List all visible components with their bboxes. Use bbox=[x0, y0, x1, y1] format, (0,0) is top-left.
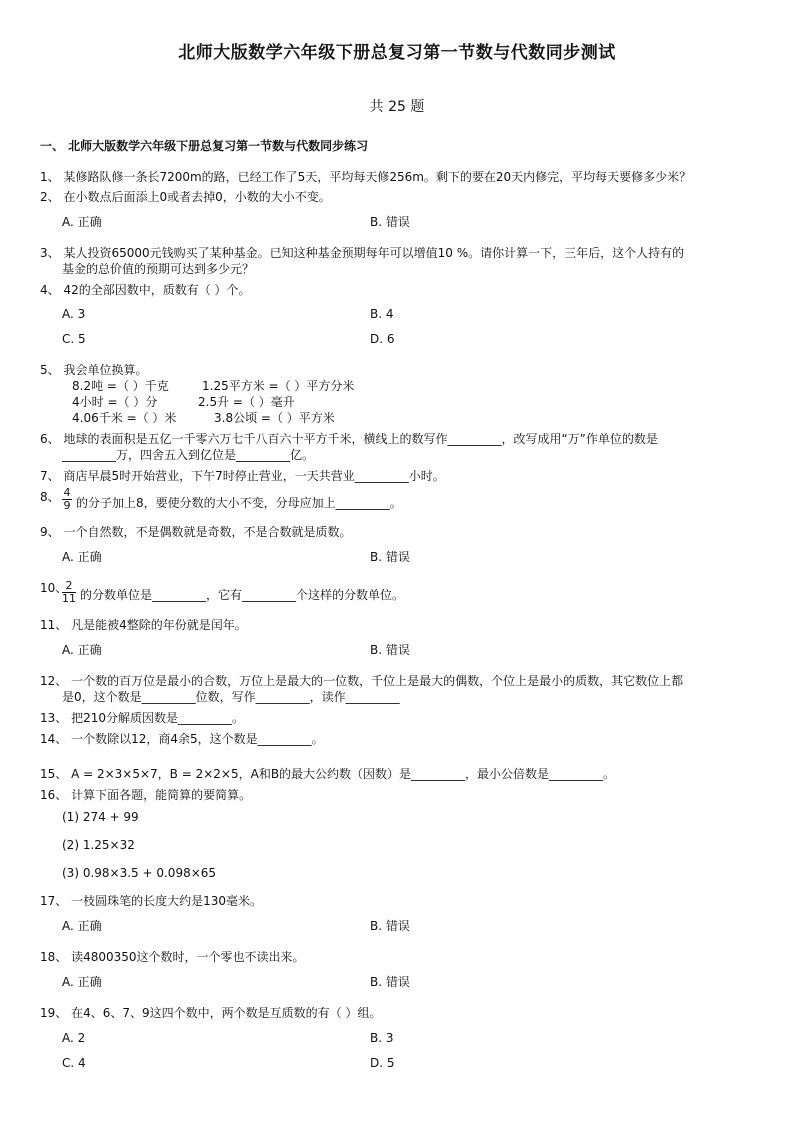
q8-fraction bbox=[62, 487, 72, 512]
q19-option-c[interactable]: C. 4 bbox=[62, 1056, 86, 1070]
question-count: 共 25 题 bbox=[369, 99, 425, 115]
question-13: 13、 把210分解质因数是_________。 bbox=[40, 711, 244, 725]
question-10-number: 10、 bbox=[40, 581, 68, 595]
question-14: 14、 一个数除以12，商4余5，这个数是_________。 bbox=[40, 732, 324, 746]
q5-item: 4小时 =（ ）分 bbox=[72, 395, 158, 409]
q19-option-b[interactable]: B. 3 bbox=[370, 1031, 394, 1045]
q5-item: 8.2吨 =（ ）千克 bbox=[72, 379, 169, 393]
q8-denominator: 9 bbox=[63, 499, 71, 512]
question-12-line-2: 是0，这个数是_________位数，写作_________，读作_________ bbox=[62, 690, 400, 704]
page-title: 北师大版数学六年级下册总复习第一节数与代数同步测试 bbox=[178, 43, 616, 63]
question-7: 7、 商店早晨5时开始营业，下午7时停止营业，一天共营业_________小时。 bbox=[40, 469, 445, 483]
q4-option-a[interactable]: A. 3 bbox=[62, 307, 86, 321]
q8-numerator: 4 bbox=[63, 486, 71, 499]
q16-sub-1: (1) 274 + 99 bbox=[62, 810, 139, 824]
q10-numerator: 2 bbox=[65, 579, 73, 592]
q17-option-b[interactable]: B. 错误 bbox=[370, 919, 410, 933]
q18-option-a[interactable]: A. 正确 bbox=[62, 975, 102, 989]
q2-option-b[interactable]: B. 错误 bbox=[370, 215, 410, 229]
q2-option-a[interactable]: A. 正确 bbox=[62, 215, 102, 229]
q5-item: 2.5升 =（ ）毫升 bbox=[198, 395, 295, 409]
q19-option-a[interactable]: A. 2 bbox=[62, 1031, 86, 1045]
question-6-line-2: _________万，四舍五入到亿位是_________亿。 bbox=[62, 448, 315, 462]
question-12-line-1: 12、 一个数的百万位是最小的合数，万位上是最大的一位数，千位上是最大的偶数，个位上是最小的质数，其它数位上都 bbox=[40, 674, 684, 688]
section-heading: 一、 北师大版数学六年级下册总复习第一节数与代数同步练习 bbox=[40, 139, 369, 153]
question-9: 9、 一个自然数，不是偶数就是奇数，不是合数就是质数。 bbox=[40, 525, 352, 539]
q4-option-b[interactable]: B. 4 bbox=[370, 307, 394, 321]
q11-option-b[interactable]: B. 错误 bbox=[370, 643, 410, 657]
q10-fraction bbox=[62, 580, 76, 605]
question-3-line-2: 基金的总价值的预期可达到多少元？ bbox=[62, 262, 255, 276]
q5-item: 3.8公顷 =（ ）平方米 bbox=[214, 411, 335, 425]
q4-option-c[interactable]: C. 5 bbox=[62, 332, 86, 346]
question-2: 2、 在小数点后面添上0或者去掉0，小数的大小不变。 bbox=[40, 190, 331, 204]
question-19: 19、 在4、6、7、9这四个数中，两个数是互质数的有（ ）组。 bbox=[40, 1006, 382, 1020]
question-6-line-1: 6、 地球的表面积是五亿一千零六万七千八百六十平方千米，横线上的数写作_________，改写成用“万”作单位的数是 bbox=[40, 432, 658, 446]
q18-option-b[interactable]: B. 错误 bbox=[370, 975, 410, 989]
question-11: 11、 凡是能被4整除的年份就是闰年。 bbox=[40, 618, 247, 632]
q16-sub-3: (3) 0.98×3.5 + 0.098×65 bbox=[62, 866, 217, 880]
question-4: 4、 42的全部因数中，质数有（ ）个。 bbox=[40, 283, 251, 297]
question-3-line-1: 3、 某人投资65000元钱购买了某种基金。已知这种基金预期每年可以增值10 %。请你计算一下，三年后，这个人持有的 bbox=[40, 246, 685, 260]
question-16: 16、 计算下面各题，能简算的要简算。 bbox=[40, 788, 252, 802]
question-1: 1、 某修路队修一条长7200m的路，已经工作了5天，平均每天修256m。剩下的要在20天内修完，平均每天要修多少米？ bbox=[40, 170, 692, 184]
q5-item: 4.06千米 =（ ）米 bbox=[72, 411, 177, 425]
question-15: 15、 A = 2×3×5×7，B = 2×2×5，A和B的最大公约数（因数）是_________，最小公倍数是_________。 bbox=[40, 767, 616, 781]
question-5: 5、 我会单位换算。 bbox=[40, 363, 148, 377]
question-17: 17、 一枝圆珠笔的长度大约是130毫米。 bbox=[40, 894, 262, 908]
question-10-text: 的分数单位是_________，它有_________个这样的分数单位。 bbox=[80, 588, 405, 602]
q19-option-d[interactable]: D. 5 bbox=[370, 1056, 395, 1070]
q5-item: 1.25平方米 =（ ）平方分米 bbox=[202, 379, 355, 393]
q10-denominator: 11 bbox=[62, 592, 76, 605]
q16-sub-2: (2) 1.25×32 bbox=[62, 838, 135, 852]
q9-option-a[interactable]: A. 正确 bbox=[62, 550, 102, 564]
question-8-number: 8、 bbox=[40, 490, 60, 504]
q9-option-b[interactable]: B. 错误 bbox=[370, 550, 410, 564]
q17-option-a[interactable]: A. 正确 bbox=[62, 919, 102, 933]
q4-option-d[interactable]: D. 6 bbox=[370, 332, 395, 346]
question-8-text: 的分子加上8，要使分数的大小不变，分母应加上_________。 bbox=[76, 496, 402, 510]
question-18: 18、 读4800350这个数时，一个零也不读出来。 bbox=[40, 950, 305, 964]
q11-option-a[interactable]: A. 正确 bbox=[62, 643, 102, 657]
